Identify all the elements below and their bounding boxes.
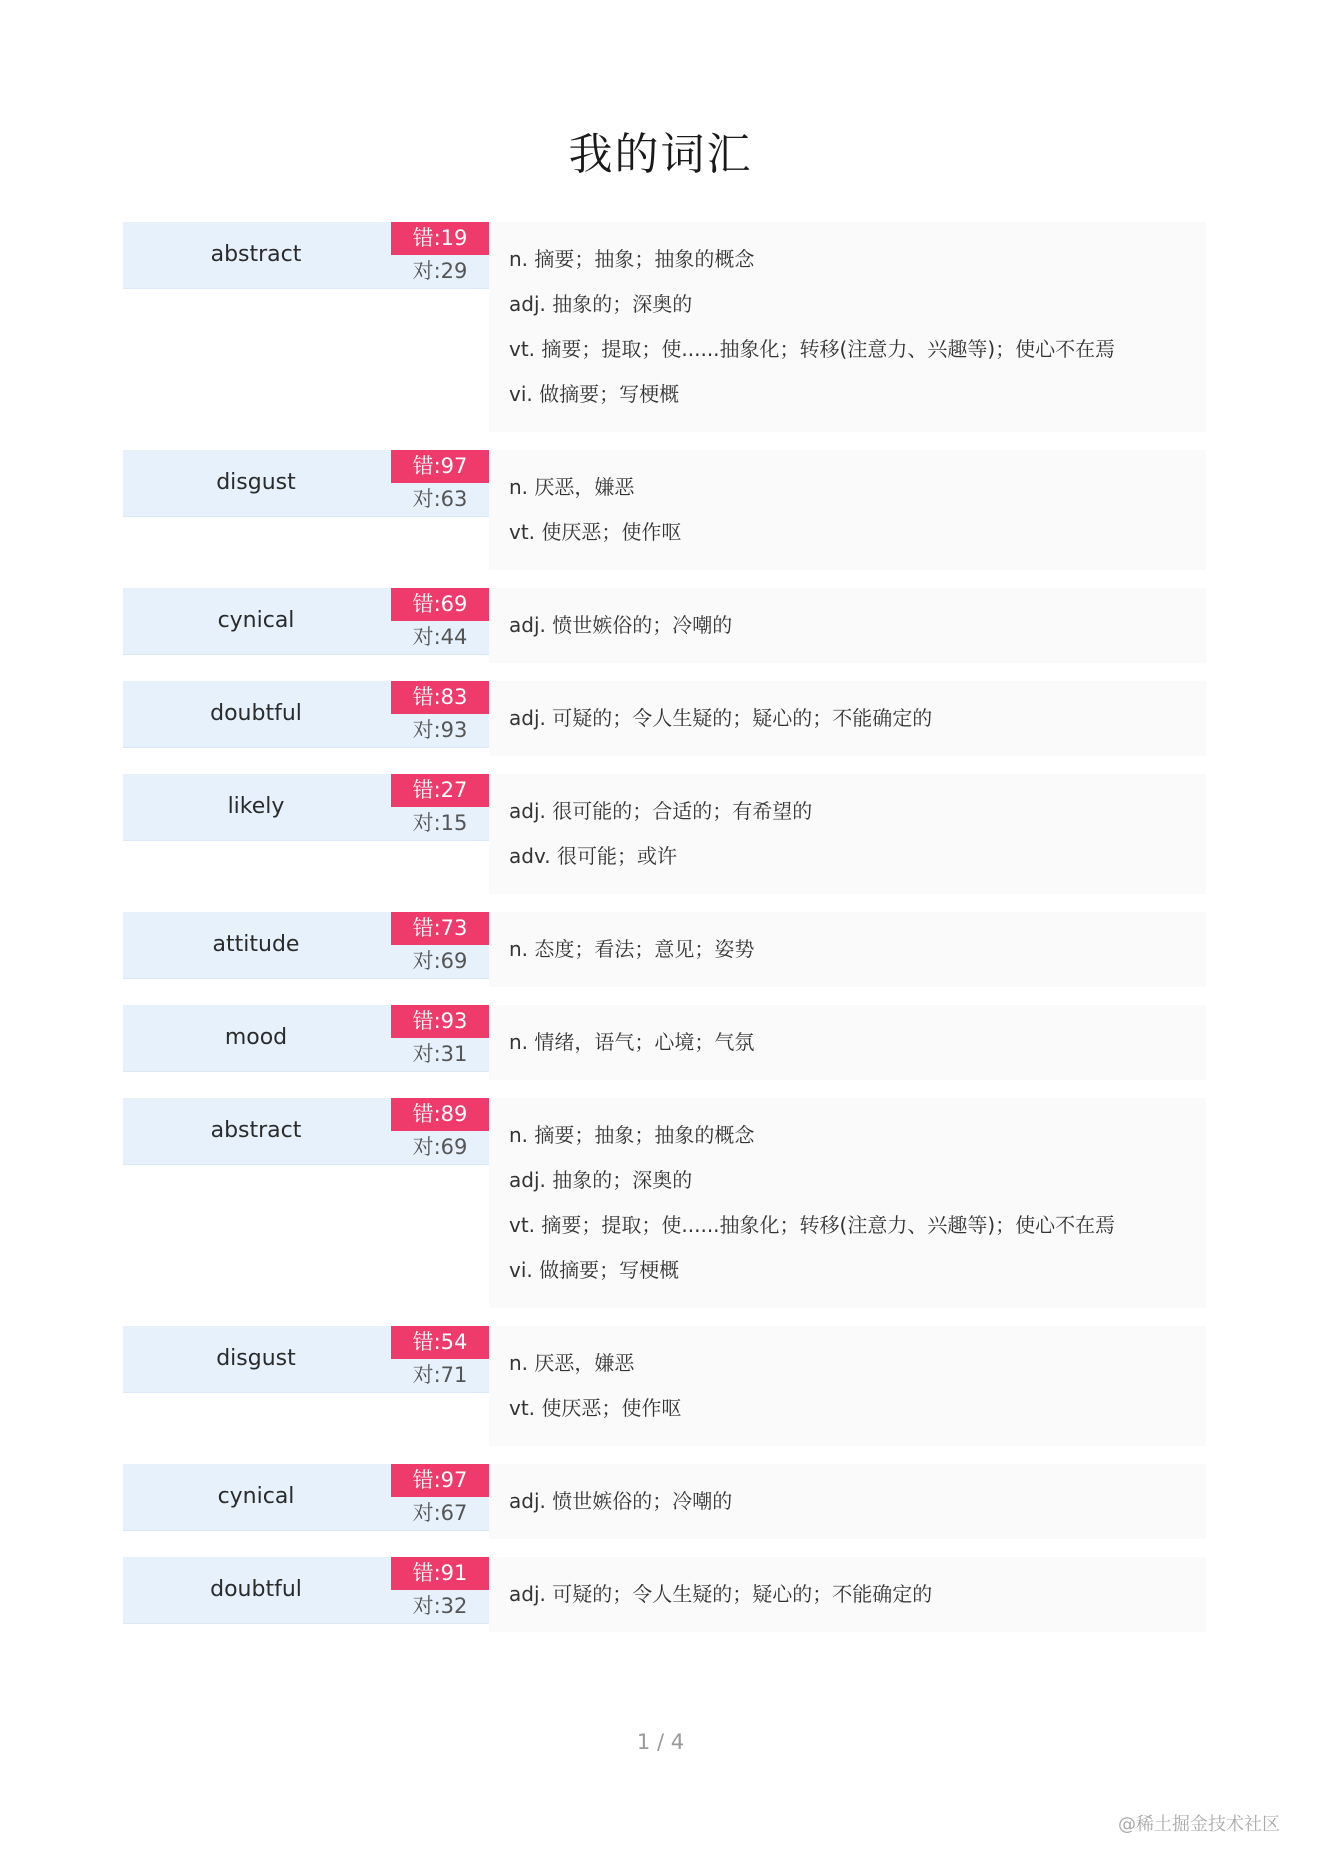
- vocab-entry: [123, 681, 1206, 756]
- definition-cell: [489, 450, 1206, 570]
- vocab-word: attitude: [212, 932, 300, 957]
- right-count-label: 对:44: [412, 625, 468, 649]
- word-cell: [123, 1098, 489, 1165]
- definition-cell: [489, 912, 1206, 987]
- definition-cell: [489, 1098, 1206, 1308]
- definition-line: vt. 摘要；提取；使......抽象化；转移(注意力、兴趣等)；使心不在焉: [509, 337, 1116, 361]
- word-cell: [123, 1005, 489, 1072]
- wrong-count-badge: 错:69: [391, 588, 489, 621]
- vocab-entry: [123, 1557, 1206, 1632]
- right-count-label: 对:71: [412, 1363, 468, 1387]
- right-count-label: 对:93: [412, 718, 468, 742]
- definition-cell: [489, 1005, 1206, 1080]
- vocab-word: abstract: [210, 242, 302, 267]
- word-cell: [123, 1326, 489, 1393]
- word-cell: [123, 222, 489, 289]
- definition-line: n. 厌恶，嫌恶: [509, 475, 635, 499]
- wrong-count-badge: 错:97: [391, 1464, 489, 1497]
- definition-line: vt. 使厌恶；使作呕: [509, 520, 682, 544]
- word-cell: [123, 681, 489, 748]
- definition-line: vt. 摘要；提取；使......抽象化；转移(注意力、兴趣等)；使心不在焉: [509, 1213, 1116, 1237]
- right-count-label: 对:69: [412, 949, 468, 973]
- definition-line: vi. 做摘要；写梗概: [509, 382, 680, 406]
- word-cell: [123, 1557, 489, 1624]
- wrong-count-badge: 错:89: [391, 1098, 489, 1131]
- word-cell: [123, 1464, 489, 1531]
- definition-line: adj. 愤世嫉俗的；冷嘲的: [509, 613, 733, 637]
- word-cell: [123, 450, 489, 517]
- definition-cell: [489, 774, 1206, 894]
- word-cell: [123, 588, 489, 655]
- page-indicator: 1 / 4: [636, 1730, 685, 1754]
- wrong-count-badge: 错:19: [391, 222, 489, 255]
- vocab-entry: [123, 912, 1206, 987]
- word-cell: [123, 912, 489, 979]
- right-count-label: 对:63: [412, 487, 468, 511]
- definition-line: adv. 很可能；或许: [509, 844, 677, 868]
- wrong-count-badge: 错:83: [391, 681, 489, 714]
- definition-line: adj. 抽象的；深奥的: [509, 1168, 693, 1192]
- right-count-label: 对:29: [412, 259, 468, 283]
- vocab-word: disgust: [216, 470, 296, 495]
- vocab-entry: [123, 1098, 1206, 1308]
- definition-line: n. 情绪，语气；心境；气氛: [509, 1030, 755, 1054]
- page-title: 我的词汇: [568, 129, 753, 180]
- vocab-entry: [123, 588, 1206, 663]
- vocab-word: likely: [227, 794, 285, 819]
- definition-cell: [489, 588, 1206, 663]
- vocab-word: doubtful: [210, 1577, 302, 1602]
- vocab-entry: [123, 1005, 1206, 1080]
- vocab-word: abstract: [210, 1118, 302, 1143]
- definition-line: n. 态度；看法；意见；姿势: [509, 937, 755, 961]
- wrong-count-badge: 错:91: [391, 1557, 489, 1590]
- definition-line: adj. 抽象的；深奥的: [509, 292, 693, 316]
- definition-line: adj. 愤世嫉俗的；冷嘲的: [509, 1489, 733, 1513]
- definition-line: vi. 做摘要；写梗概: [509, 1258, 680, 1282]
- right-count-label: 对:32: [412, 1594, 468, 1618]
- vocab-entry: [123, 1326, 1206, 1446]
- definition-line: n. 厌恶，嫌恶: [509, 1351, 635, 1375]
- vocab-entry: [123, 222, 1206, 432]
- definition-line: adj. 可疑的；令人生疑的；疑心的；不能确定的: [509, 1582, 933, 1606]
- vocab-word: cynical: [217, 608, 295, 633]
- definition-cell: [489, 1464, 1206, 1539]
- definition-cell: [489, 222, 1206, 432]
- definition-line: adj. 很可能的；合适的；有希望的: [509, 799, 813, 823]
- definition-line: n. 摘要；抽象；抽象的概念: [509, 1123, 755, 1147]
- vocab-word: disgust: [216, 1346, 296, 1371]
- vocab-word: doubtful: [210, 701, 302, 726]
- wrong-count-badge: 错:73: [391, 912, 489, 945]
- vocab-entry: [123, 774, 1206, 894]
- vocab-entry: [123, 450, 1206, 570]
- vocab-word: cynical: [217, 1484, 295, 1509]
- right-count-label: 对:15: [412, 811, 468, 835]
- right-count-label: 对:69: [412, 1135, 468, 1159]
- wrong-count-badge: 错:93: [391, 1005, 489, 1038]
- definition-cell: [489, 681, 1206, 756]
- wrong-count-badge: 错:54: [391, 1326, 489, 1359]
- word-cell: [123, 774, 489, 841]
- wrong-count-badge: 错:97: [391, 450, 489, 483]
- watermark: @稀土掘金技术社区: [1118, 1814, 1280, 1835]
- right-count-label: 对:31: [412, 1042, 468, 1066]
- definition-line: adj. 可疑的；令人生疑的；疑心的；不能确定的: [509, 706, 933, 730]
- definition-line: vt. 使厌恶；使作呕: [509, 1396, 682, 1420]
- definition-cell: [489, 1326, 1206, 1446]
- vocab-list: [123, 222, 1206, 1650]
- definition-line: n. 摘要；抽象；抽象的概念: [509, 247, 755, 271]
- vocab-entry: [123, 1464, 1206, 1539]
- right-count-label: 对:67: [412, 1501, 468, 1525]
- wrong-count-badge: 错:27: [391, 774, 489, 807]
- vocab-word: mood: [224, 1025, 288, 1050]
- definition-cell: [489, 1557, 1206, 1632]
